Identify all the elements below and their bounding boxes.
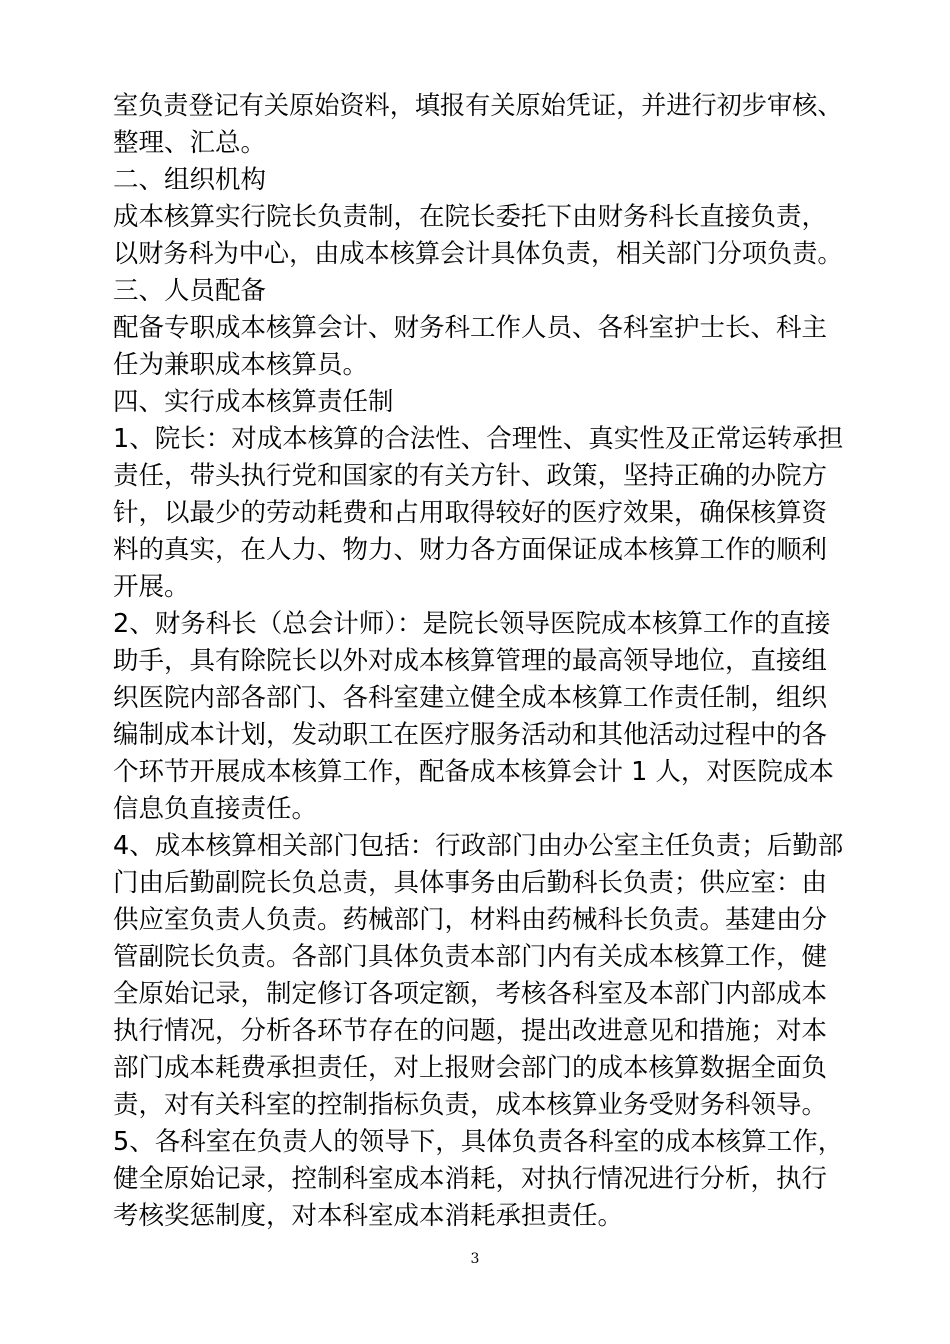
- text-line: 整理、汇总。: [113, 128, 267, 158]
- text-line: 责任，带头执行党和国家的有关方针、政策，坚持正确的办院方: [113, 461, 828, 491]
- document-body: [113, 88, 843, 1235]
- text-line: 管副院长负责。各部门具体负责本部门内有关成本核算工作，健: [113, 942, 828, 972]
- text-line: 个环节开展成本核算工作，配备成本核算会计 1 人，对医院成本: [113, 757, 834, 787]
- text-line: 信息负直接责任。: [113, 794, 318, 824]
- text-line: 全原始记录，制定修订各项定额，考核各科室及本部门内部成本: [113, 979, 828, 1009]
- text-line: 5、各科室在负责人的领导下，具体负责各科室的成本核算工作，: [113, 1127, 844, 1157]
- text-line: 织医院内部各部门、各科室建立健全成本核算工作责任制，组织: [113, 683, 828, 713]
- text-line: 成本核算实行院长负责制，在院长委托下由财务科长直接负责，: [113, 202, 828, 232]
- text-line: 部门成本耗费承担责任，对上报财会部门的成本核算数据全面负: [113, 1053, 828, 1083]
- text-line: 以财务科为中心，由成本核算会计具体负责，相关部门分项负责。: [113, 239, 843, 269]
- text-line: 二、组织机构: [113, 165, 267, 195]
- text-line: 门由后勤副院长负总责，具体事务由后勤科长负责；供应室：由: [113, 868, 828, 898]
- text-line: 责，对有关科室的控制指标负责，成本核算业务受财务科领导。: [113, 1090, 828, 1120]
- text-line: 供应室负责人负责。药械部门，材料由药械科长负责。基建由分: [113, 905, 828, 935]
- text-line: 健全原始记录，控制科室成本消耗，对执行情况进行分析，执行: [113, 1164, 828, 1194]
- text-line: 执行情况，分析各环节存在的问题，提出改进意见和措施；对本: [113, 1016, 828, 1046]
- text-line: 四、实行成本核算责任制: [113, 387, 394, 417]
- text-line: 开展。: [113, 572, 190, 602]
- text-line: 料的真实，在人力、物力、财力各方面保证成本核算工作的顺利: [113, 535, 828, 565]
- text-line: 编制成本计划，发动职工在医疗服务活动和其他活动过程中的各: [113, 720, 828, 750]
- text-line: 针，以最少的劳动耗费和占用取得较好的医疗效果，确保核算资: [113, 498, 828, 528]
- text-line: 考核奖惩制度，对本科室成本消耗承担责任。: [113, 1201, 624, 1231]
- page-number: 3: [470, 1251, 480, 1267]
- text-line: 1、院长：对成本核算的合法性、合理性、真实性及正常运转承担: [113, 424, 844, 454]
- text-line: 2、财务科长（总会计师）：是院长领导医院成本核算工作的直接: [113, 609, 831, 639]
- text-line: 4、成本核算相关部门包括：行政部门由办公室主任负责；后勤部: [113, 831, 844, 861]
- text-line: 配备专职成本核算会计、财务科工作人员、各科室护士长、科主: [113, 313, 828, 343]
- text-line: 助手，具有除院长以外对成本核算管理的最高领导地位，直接组: [113, 646, 828, 676]
- text-line: 室负责登记有关原始资料，填报有关原始凭证，并进行初步审核、: [113, 91, 843, 121]
- text-line: 三、人员配备: [113, 276, 267, 306]
- text-line: 任为兼职成本核算员。: [113, 350, 369, 380]
